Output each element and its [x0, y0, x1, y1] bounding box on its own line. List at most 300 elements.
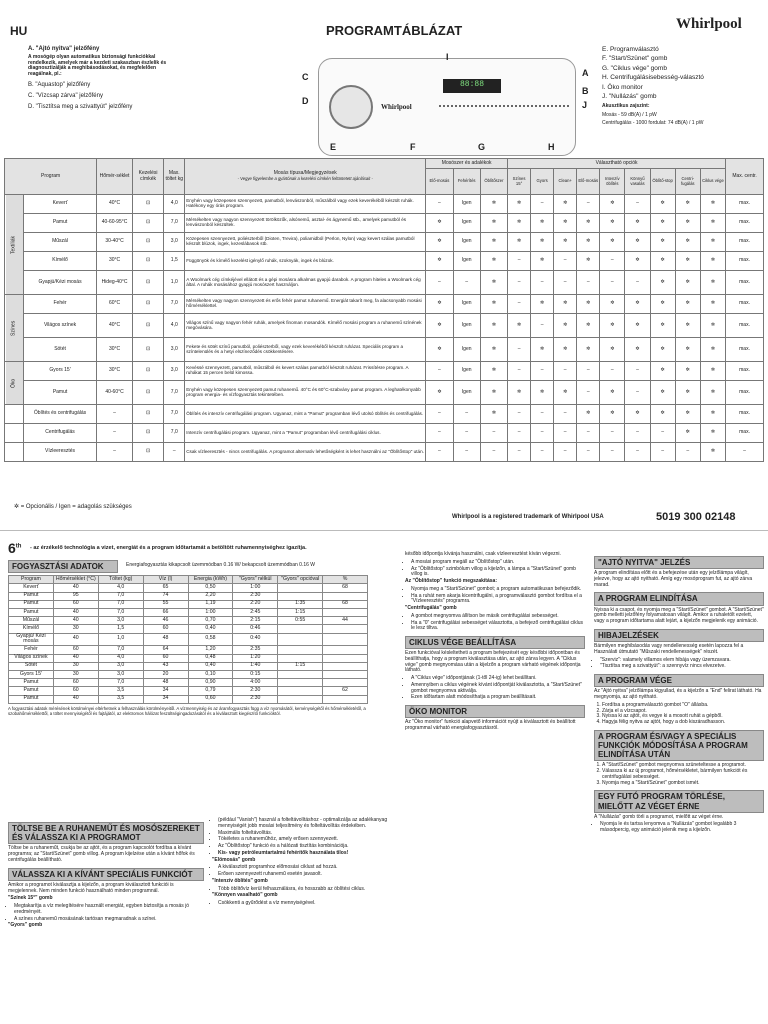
option-cell: ✲	[531, 252, 554, 271]
ciklus-2: • Amennyiben a ciklus végének kívánt időpontját kiválasztotta, a "Start/Szünet" gombot megnyomva aktiválja.	[411, 683, 585, 695]
program-description: Intenzív centrifugálási program. Ugyanaz, mint a "Pamut" programban lévő centrifugálási ciklus.	[185, 424, 426, 443]
option-cell: ✲	[700, 405, 725, 424]
energy-cell: 7,0	[98, 600, 143, 608]
option-cell: ✲	[625, 314, 650, 338]
group-empty	[5, 424, 24, 443]
sense-icon: 6th	[8, 540, 22, 556]
program-row	[5, 295, 764, 314]
footer-note: ✲ = Opcionális / Igen = adagolás szükséges	[14, 504, 132, 510]
energy-cell: 1:35	[278, 600, 323, 608]
energy-col: "Gyors" nélkül	[233, 576, 278, 584]
energy-cell: 7,0	[98, 608, 143, 616]
energy-cell: 66	[143, 608, 188, 616]
program-row	[5, 381, 764, 405]
hiba-1: • "Szerviz": valamely villamos elem hibája vagy üzemzavara.	[600, 658, 764, 664]
option-cell: ✲	[480, 195, 507, 214]
h-ciklus: CIKLUS VÉGE BEÁLLÍTÁSA	[405, 636, 585, 649]
vege-3: 3. Nyissa ki az ajtót, és vegye ki a mosott ruhát a gépből.	[602, 714, 764, 720]
option-cell: ✲	[700, 233, 725, 252]
option-cell: ✲	[650, 314, 675, 338]
energy-cell: 60	[53, 687, 98, 695]
option-cell: ✲	[554, 295, 577, 314]
energy-cell: 44	[323, 617, 368, 625]
program-description: Függönyök és kímélő kezelést igénylő ruhák, szoknyák, ingek és blúzok.	[185, 252, 426, 271]
option-cell: –	[625, 271, 650, 295]
intenziv-1: • Több öblítővíz kerül felhasználásra, és hosszabb az öblítési ciklus.	[218, 887, 397, 893]
legend-a-text: A mosógép olyan automatikus biztonsági funkciókkal rendelkezik, amelyek már a kezdeti szakaszban észlelik és diagnosztizálják a meghibásodásokat, és megfelelően reagálnak, pl.:	[28, 53, 167, 78]
energy-cell: 3,0	[98, 671, 143, 679]
option-cell: ✲	[600, 314, 625, 338]
program-temp: –	[97, 424, 133, 443]
option-cell: ✲	[675, 252, 700, 271]
option-cell: –	[508, 252, 531, 271]
program-row	[5, 362, 764, 381]
energy-note: Energiafogyasztás kikapcsolt üzemmódban 0.16 W/ bekapcsolt üzemmódban 0.16 W	[126, 561, 315, 568]
option-cell: –	[577, 195, 600, 214]
care-label-icon: ⊡	[132, 362, 163, 381]
option-cell: ✲	[625, 233, 650, 252]
energy-cell: 1,19	[188, 600, 233, 608]
col-program: Program	[5, 159, 97, 195]
program-temp: 30°C	[97, 252, 133, 271]
option-cell: ✲	[625, 405, 650, 424]
option-cell: ✲	[675, 195, 700, 214]
callout-h: H	[548, 142, 555, 152]
option-cell: ✲	[650, 338, 675, 362]
option-cell: ✲	[600, 295, 625, 314]
energy-cell	[323, 608, 368, 616]
torles-1: • Nyomja le és tartsa lenyomva a "Nullázás" gombot legalább 3 másodpercig, egy animáció jelenik meg a kijelzőn.	[600, 822, 764, 834]
option-cell: ✲	[554, 214, 577, 233]
option-cell: –	[600, 443, 625, 462]
energy-cell	[323, 654, 368, 662]
t-vege: Az "Ajtó nyitva" jelzőlámpa kigyullad, és a kijelzőn a "End" felirat látható. Ha megnyomja, az ajtó nyitható.	[594, 688, 762, 700]
eloomosas-2: • Erősen szennyezett ruhanemű esetén javasolt.	[218, 872, 397, 878]
col3-2: • Az "Öblítőstop" szimbólum villog a kijelzőn, a lámpa a "Start/Szünet" gomb villog is.	[411, 567, 585, 579]
option-cell: –	[726, 443, 764, 462]
option-cell: ✲	[508, 214, 531, 233]
option-cell: ✲	[577, 295, 600, 314]
energy-cell	[278, 625, 323, 633]
program-load: 1,0	[164, 271, 185, 295]
option-cell: ✲	[508, 314, 531, 338]
energy-cell: 1:00	[188, 608, 233, 616]
option-cell: max.	[726, 214, 764, 233]
option-cell: ✲	[577, 338, 600, 362]
vege-4: 4. Hagyja félig nyitva az ajtót, hogy a dob kiszáradhasson.	[602, 720, 764, 726]
program-description: Öblítés és intenzív centrifugálási program. Ugyanaz, mint a "Pamut" programban lévő utolsó öblítés és centrifugálás.	[185, 405, 426, 424]
option-cell: ✲	[480, 314, 507, 338]
program-name: Világos színek	[23, 314, 96, 338]
option-cell: –	[554, 443, 577, 462]
t-oko: Az "Öko monitor" funkció alapvető információt nyújt a kiválasztott és beállított programmal várható energiafogyasztásról.	[405, 719, 576, 732]
option-cell: –	[554, 405, 577, 424]
energy-cell: 2:30	[233, 687, 278, 695]
legend-right	[602, 46, 752, 127]
centrifugalas-2: • Ha a "0" centrifugálási sebességet választotta, a befejező centrifugálási ciklus le lesz tiltva.	[411, 621, 585, 633]
care-label-icon: ⊡	[132, 271, 163, 295]
energy-row	[9, 646, 368, 654]
energy-title-row	[8, 556, 368, 575]
program-load: 7,0	[164, 381, 185, 405]
option-cell: ✲	[577, 314, 600, 338]
legend-j: J. "Nullázás" gomb	[602, 93, 657, 101]
option-cell: Igen	[453, 381, 480, 405]
vege-list	[602, 703, 764, 726]
energy-cell: 2:35	[233, 646, 278, 654]
option-cell: –	[453, 443, 480, 462]
option-cell: –	[531, 271, 554, 295]
option-cell: ✲	[600, 381, 625, 405]
program-name: Keverť	[23, 195, 96, 214]
option-cell: –	[426, 271, 453, 295]
option-cell: ✲	[577, 405, 600, 424]
option-cell: –	[625, 381, 650, 405]
torles-list	[594, 822, 764, 834]
option-cell: ✲	[508, 381, 531, 405]
option-cell: –	[600, 424, 625, 443]
option-cell: max.	[726, 362, 764, 381]
energy-cell: 0,50	[188, 584, 233, 592]
col-option: Könnyű vasalás	[625, 169, 650, 195]
col-kg: Max. töltet kg	[164, 159, 185, 195]
option-cell: –	[480, 424, 507, 443]
energy-cell: 20	[143, 671, 188, 679]
program-row	[5, 233, 764, 252]
energy-cell: 0,48	[188, 654, 233, 662]
option-cell: –	[577, 424, 600, 443]
energy-row	[9, 654, 368, 662]
option-cell: max.	[726, 271, 764, 295]
option-cell: –	[508, 338, 531, 362]
care-label-icon: ⊡	[132, 338, 163, 362]
trademark: Whirlpool is a registered trademark of Whirlpool USA	[452, 514, 604, 520]
option-cell: Igen	[453, 195, 480, 214]
energy-footnote: A fogyasztási adatok mérésének körülményei eltérhetnek a felhasználás körülményeitől. A vízmennyiség és az áramfogyasztás függ a víz nyomásától, keménységétől és hőmérsékletétől, a szobahőmérséklettől, a töltet mennyiségétől és fajtájától, az elektromos hálózat feszültségingadozásától és a kiválasztott kiegészítő funkcióktól.	[8, 705, 366, 716]
option-cell: –	[426, 362, 453, 381]
legend-b-label: B. "Aquastop" jelzőfény	[28, 81, 91, 88]
col-option: Ciklus vége	[700, 169, 725, 195]
t-hiba: Bármilyen meghibásodás vagy rendellenesség esetén lapozza fel a Használati útmutató "Műszaki rendellenességek" részét.	[594, 643, 744, 655]
energy-cell: 48	[143, 679, 188, 687]
option-cell: ✲	[554, 338, 577, 362]
option-cell: ✲	[480, 271, 507, 295]
option-cell: ✲	[554, 381, 577, 405]
energy-cell: 7,0	[98, 646, 143, 654]
energy-row	[9, 592, 368, 600]
noise-wash: Mosás - 59 dB(A) / 1 pW	[602, 111, 657, 118]
option-cell: Igen	[453, 252, 480, 271]
option-cell: –	[625, 195, 650, 214]
callout-a: A	[582, 68, 589, 78]
document-code: 5019 300 02148	[656, 511, 736, 523]
option-cell: ✲	[625, 252, 650, 271]
panel-brand: Whirlpool	[381, 103, 412, 111]
legend-e: E. Programválasztó	[602, 46, 659, 53]
option-cell: Igen	[453, 233, 480, 252]
option-cell: ✲	[700, 214, 725, 233]
energy-cell: 48	[143, 633, 188, 646]
energy-row	[9, 617, 368, 625]
program-temp: 40°C	[97, 195, 133, 214]
option-cell: –	[508, 295, 531, 314]
energy-cell: 2:15	[233, 617, 278, 625]
centrifugalas-1: • A gombot megnyomva állítson be másik centrifugálási sebességet.	[411, 614, 585, 620]
energy-cell	[323, 646, 368, 654]
option-cell: –	[426, 195, 453, 214]
energy-cell: 7,0	[98, 679, 143, 687]
konnyu-1: • Csökkenti a gyűrődést a víz mennyiségével.	[218, 901, 397, 907]
col-desc-title: Mosás típusa/Megjegyzések	[273, 169, 337, 176]
program-name: Gyors 15'	[23, 362, 96, 381]
energy-col: Energia (kWh)	[188, 576, 233, 584]
option-cell: ✲	[426, 252, 453, 271]
t-ajto: A program elindítása előtt és a befejezése után egy jelzőlámpa világít, jelezve, hogy az ajtó nyitható. Amíg egy mosóprogram fut, az ajtó zárva marad.	[594, 570, 753, 588]
energy-cell: 60	[143, 654, 188, 662]
program-load: 7,0	[164, 295, 185, 314]
energy-cell	[323, 625, 368, 633]
col-desc-subhead: - Vegye figyelembe a gyártónak a kezelési címkén feltüntetett ajánlásait -	[237, 175, 373, 181]
option-cell: –	[426, 424, 453, 443]
program-temp: 40-60°C	[97, 381, 133, 405]
program-row	[5, 271, 764, 295]
program-description: Kevéssé szennyezett, pamutból, műszálból és kevert szálas pamutból készült ruházat. Frissítésre program. A ruhákat 15 percen belül kimossa.	[185, 362, 426, 381]
option-cell: ✲	[426, 314, 453, 338]
energy-cell: 0,79	[188, 687, 233, 695]
oblitostop-title: Az "Öblítőstop" funkció megszakítása:	[405, 578, 497, 584]
szines-list	[8, 904, 204, 922]
energy-cell: 1:20	[233, 654, 278, 662]
energy-col: %	[323, 576, 368, 584]
t-start: Nyissa ki a csapot, és nyomja meg a "Start/Szünet" gombot. A "Start/Szünet" gomb melletti jelzőfény folyamatosan világít. Amikor a ruhaletölt ezelett, vagy a program időtartama alatt lejárt, a kijelzőn megjelenik egy animáció.	[594, 606, 764, 625]
energy-cell: 0:15	[233, 671, 278, 679]
energy-cell: 60	[53, 646, 98, 654]
energy-cell: 3,5	[98, 687, 143, 695]
option-cell: –	[554, 271, 577, 295]
option-cell: Igen	[453, 338, 480, 362]
energy-row	[9, 584, 368, 592]
energy-cell	[278, 592, 323, 600]
program-name: Kímélő	[23, 252, 96, 271]
ciklus-3: • Ezen időtartam alatt módosíthatja a program beállításait.	[411, 695, 585, 701]
energy-cell: 65	[143, 584, 188, 592]
program-description: Világos színű vagy nagyon fehér ruhák, amelyek finoman mosandók. Kímélő mosási program a ruhanemű színének megóvására.	[185, 314, 426, 338]
program-row	[5, 424, 764, 443]
energy-cell: 62	[323, 687, 368, 695]
program-load: 3,0	[164, 362, 185, 381]
option-cell: ✲	[675, 271, 700, 295]
energy-cell: 74	[143, 592, 188, 600]
legend-h: H. Centrifugálásisebesség-választó	[602, 74, 704, 82]
option-cell: ✲	[675, 338, 700, 362]
energy-cell: 1:00	[233, 584, 278, 592]
energy-cell	[323, 633, 368, 646]
option-cell: ✲	[700, 271, 725, 295]
program-description: Mérsékelten vagy nagyon szennyezett törölközők, alsónemű, asztal- és ágynemű stb., amelyek pamutból és lenvászonból készültek.	[185, 214, 426, 233]
option-cell: ✲	[531, 233, 554, 252]
option-cell: max.	[726, 252, 764, 271]
noise-spin: Centrifugálás - 1000 fordulat: 74 dB(A) / 1 pW	[602, 120, 704, 127]
option-cell: ✲	[600, 233, 625, 252]
energy-cell: 1,0	[98, 633, 143, 646]
option-cell: –	[453, 405, 480, 424]
option-cell: max.	[726, 424, 764, 443]
energy-cell: Kímélő	[9, 625, 54, 633]
option-cell: max.	[726, 338, 764, 362]
h-start: A PROGRAM ELINDÍTÁSA	[594, 592, 764, 605]
energy-cell: 40	[53, 584, 98, 592]
col-option: Gyors	[531, 169, 554, 195]
option-cell: max.	[726, 233, 764, 252]
option-cell: ✲	[675, 214, 700, 233]
option-cell: ✲	[675, 405, 700, 424]
callout-g: G	[478, 142, 486, 152]
konnyu-title: "Könnyen vasalható" gomb	[212, 892, 278, 899]
energy-cell: 0:55	[278, 617, 323, 625]
mod-3: 3. Nyomja meg a "Start/Szünet" gombot ismét.	[602, 781, 764, 787]
option-cell: ✲	[700, 362, 725, 381]
option-cell: ✲	[480, 295, 507, 314]
option-cell: ✲	[675, 424, 700, 443]
program-load: 7,0	[164, 214, 185, 233]
energy-col: Program	[9, 576, 54, 584]
energy-cell: Gyapjú/ Kézi mosás	[9, 633, 54, 646]
col-temp: Hőmér-séklet	[97, 159, 133, 195]
energy-cell	[278, 654, 323, 662]
program-temp: 40-60-95°C	[97, 214, 133, 233]
energy-row	[9, 687, 368, 695]
program-name: Pamut	[23, 214, 96, 233]
szines-1: • Megtakarítja a víz melegítésére használt energiát, egyben biztosítja a mosás jó eredményét.	[14, 904, 204, 916]
energy-cell: 4,0	[98, 584, 143, 592]
energy-cell: 4:00	[233, 679, 278, 687]
option-cell: ✲	[508, 195, 531, 214]
option-cell: –	[531, 195, 554, 214]
option-cell: –	[600, 362, 625, 381]
col2-5: • Kis- vagy petróleumtartalmú fehérítők használata tilos!	[218, 851, 397, 857]
energy-cell: 30	[53, 671, 98, 679]
h-hiba: HIBAJELZÉSEK	[594, 629, 764, 642]
energy-cell: 1:15	[278, 608, 323, 616]
col-labels: Kezelési címkék	[132, 159, 163, 195]
energy-cell: 0,60	[188, 695, 233, 703]
program-description: Mérsékelten vagy nagyon szennyezett és erős fehér pamut ruhanemű. Energiát takarít meg, fa alacsonyabb mosási hőmérséklettel.	[185, 295, 426, 314]
energy-cell	[323, 592, 368, 600]
col-option: Öblítőszer	[480, 169, 507, 195]
cycle-col	[405, 552, 585, 734]
centrifugalas-list	[405, 614, 585, 632]
energy-cell: 1:40	[233, 662, 278, 670]
h-mod: A PROGRAM ÉS/VAGY A SPECIÁLIS FUNKCIÓK MÓDOSÍTÁSA A PROGRAM ELINDÍTÁSA UTÁN	[594, 730, 764, 762]
option-cell: max.	[726, 405, 764, 424]
option-cell: ✲	[426, 295, 453, 314]
program-row	[5, 338, 764, 362]
program-name: Vízleeresztés	[23, 443, 96, 462]
option-cell: ✲	[700, 424, 725, 443]
group-label: Textíliák	[5, 195, 24, 295]
option-cell: ✲	[650, 195, 675, 214]
energy-cell: 2:20	[233, 600, 278, 608]
group-empty	[5, 443, 24, 462]
option-cell: –	[577, 381, 600, 405]
energy-cell: Pamut	[9, 600, 54, 608]
care-label-icon: ⊡	[132, 252, 163, 271]
energy-cell	[278, 646, 323, 654]
program-name: Fehér	[23, 295, 96, 314]
energy-cell: Világos színek	[9, 654, 54, 662]
prog-col	[8, 818, 204, 931]
mod-list	[602, 763, 764, 786]
energy-cell: 2:30	[233, 695, 278, 703]
option-cell: ✲	[700, 443, 725, 462]
t-func: Amikor a programot kiválasztja a kijelzőn, a program kiválasztott funkciói is megjelennek. Nem minden funkció használható minden programnál.	[8, 881, 174, 894]
energy-cell: 95	[53, 592, 98, 600]
program-load: 7,0	[164, 424, 185, 443]
program-temp: Hideg-40°C	[97, 271, 133, 295]
col-option: Intenzív öblítés	[600, 169, 625, 195]
option-cell: max.	[726, 381, 764, 405]
option-cell: –	[426, 443, 453, 462]
callout-c: C	[302, 72, 309, 82]
energy-cell: 46	[143, 617, 188, 625]
page-separator	[0, 530, 768, 531]
option-cell: –	[650, 424, 675, 443]
ciklus-list	[405, 676, 585, 701]
legend-d-label: D. "Tisztítsa meg a szivattyút" jelzőfény	[28, 103, 133, 110]
group-options: Választható opciók	[508, 159, 726, 169]
energy-cell: 43	[143, 662, 188, 670]
energy-cell	[278, 679, 323, 687]
energy-row	[9, 633, 368, 646]
energy-row	[9, 679, 368, 687]
option-cell: Igen	[453, 214, 480, 233]
legend-g: G. "Ciklus vége" gomb	[602, 64, 667, 72]
eloomosas-1: • A kiválasztott programhoz előmosási ciklust ad hozzá.	[218, 865, 397, 871]
option-cell: ✲	[700, 195, 725, 214]
option-cell: ✲	[480, 381, 507, 405]
legend-a-label: A. "Ajtó nyitva" jelzőfény	[28, 46, 100, 52]
program-row	[5, 252, 764, 271]
energy-cell	[278, 633, 323, 646]
energy-cell: Pamut	[9, 695, 54, 703]
option-cell: ✲	[675, 362, 700, 381]
oblitostop-1: • Nyomja meg a "Start/Szünet" gombot; a program automatikusan befejeződik.	[411, 587, 585, 593]
option-cell: –	[675, 443, 700, 462]
hiba-list	[594, 658, 764, 671]
callout-d: D	[302, 96, 309, 106]
option-cell: ✲	[480, 233, 507, 252]
option-cell: ✲	[600, 214, 625, 233]
option-cell: ✲	[426, 338, 453, 362]
program-name: Centrifugálás	[23, 424, 96, 443]
option-cell: –	[508, 271, 531, 295]
program-table	[4, 158, 764, 462]
care-label-icon: ⊡	[132, 314, 163, 338]
program-temp: –	[97, 405, 133, 424]
energy-cell: 2,20	[188, 592, 233, 600]
option-cell: ✲	[577, 214, 600, 233]
energy-cell: Sötét	[9, 662, 54, 670]
energy-cell: Pamut	[9, 608, 54, 616]
option-cell: ✲	[531, 214, 554, 233]
option-cell: –	[480, 443, 507, 462]
energy-cell: 0,40	[188, 625, 233, 633]
col3-1: • A mosási program megáll az "Öblítőstop" után.	[411, 560, 585, 566]
energy-table	[8, 575, 368, 704]
energy-title: FOGYASZTÁSI ADATOK	[8, 560, 118, 573]
energy-cell: 60	[53, 679, 98, 687]
option-cell: –	[577, 443, 600, 462]
